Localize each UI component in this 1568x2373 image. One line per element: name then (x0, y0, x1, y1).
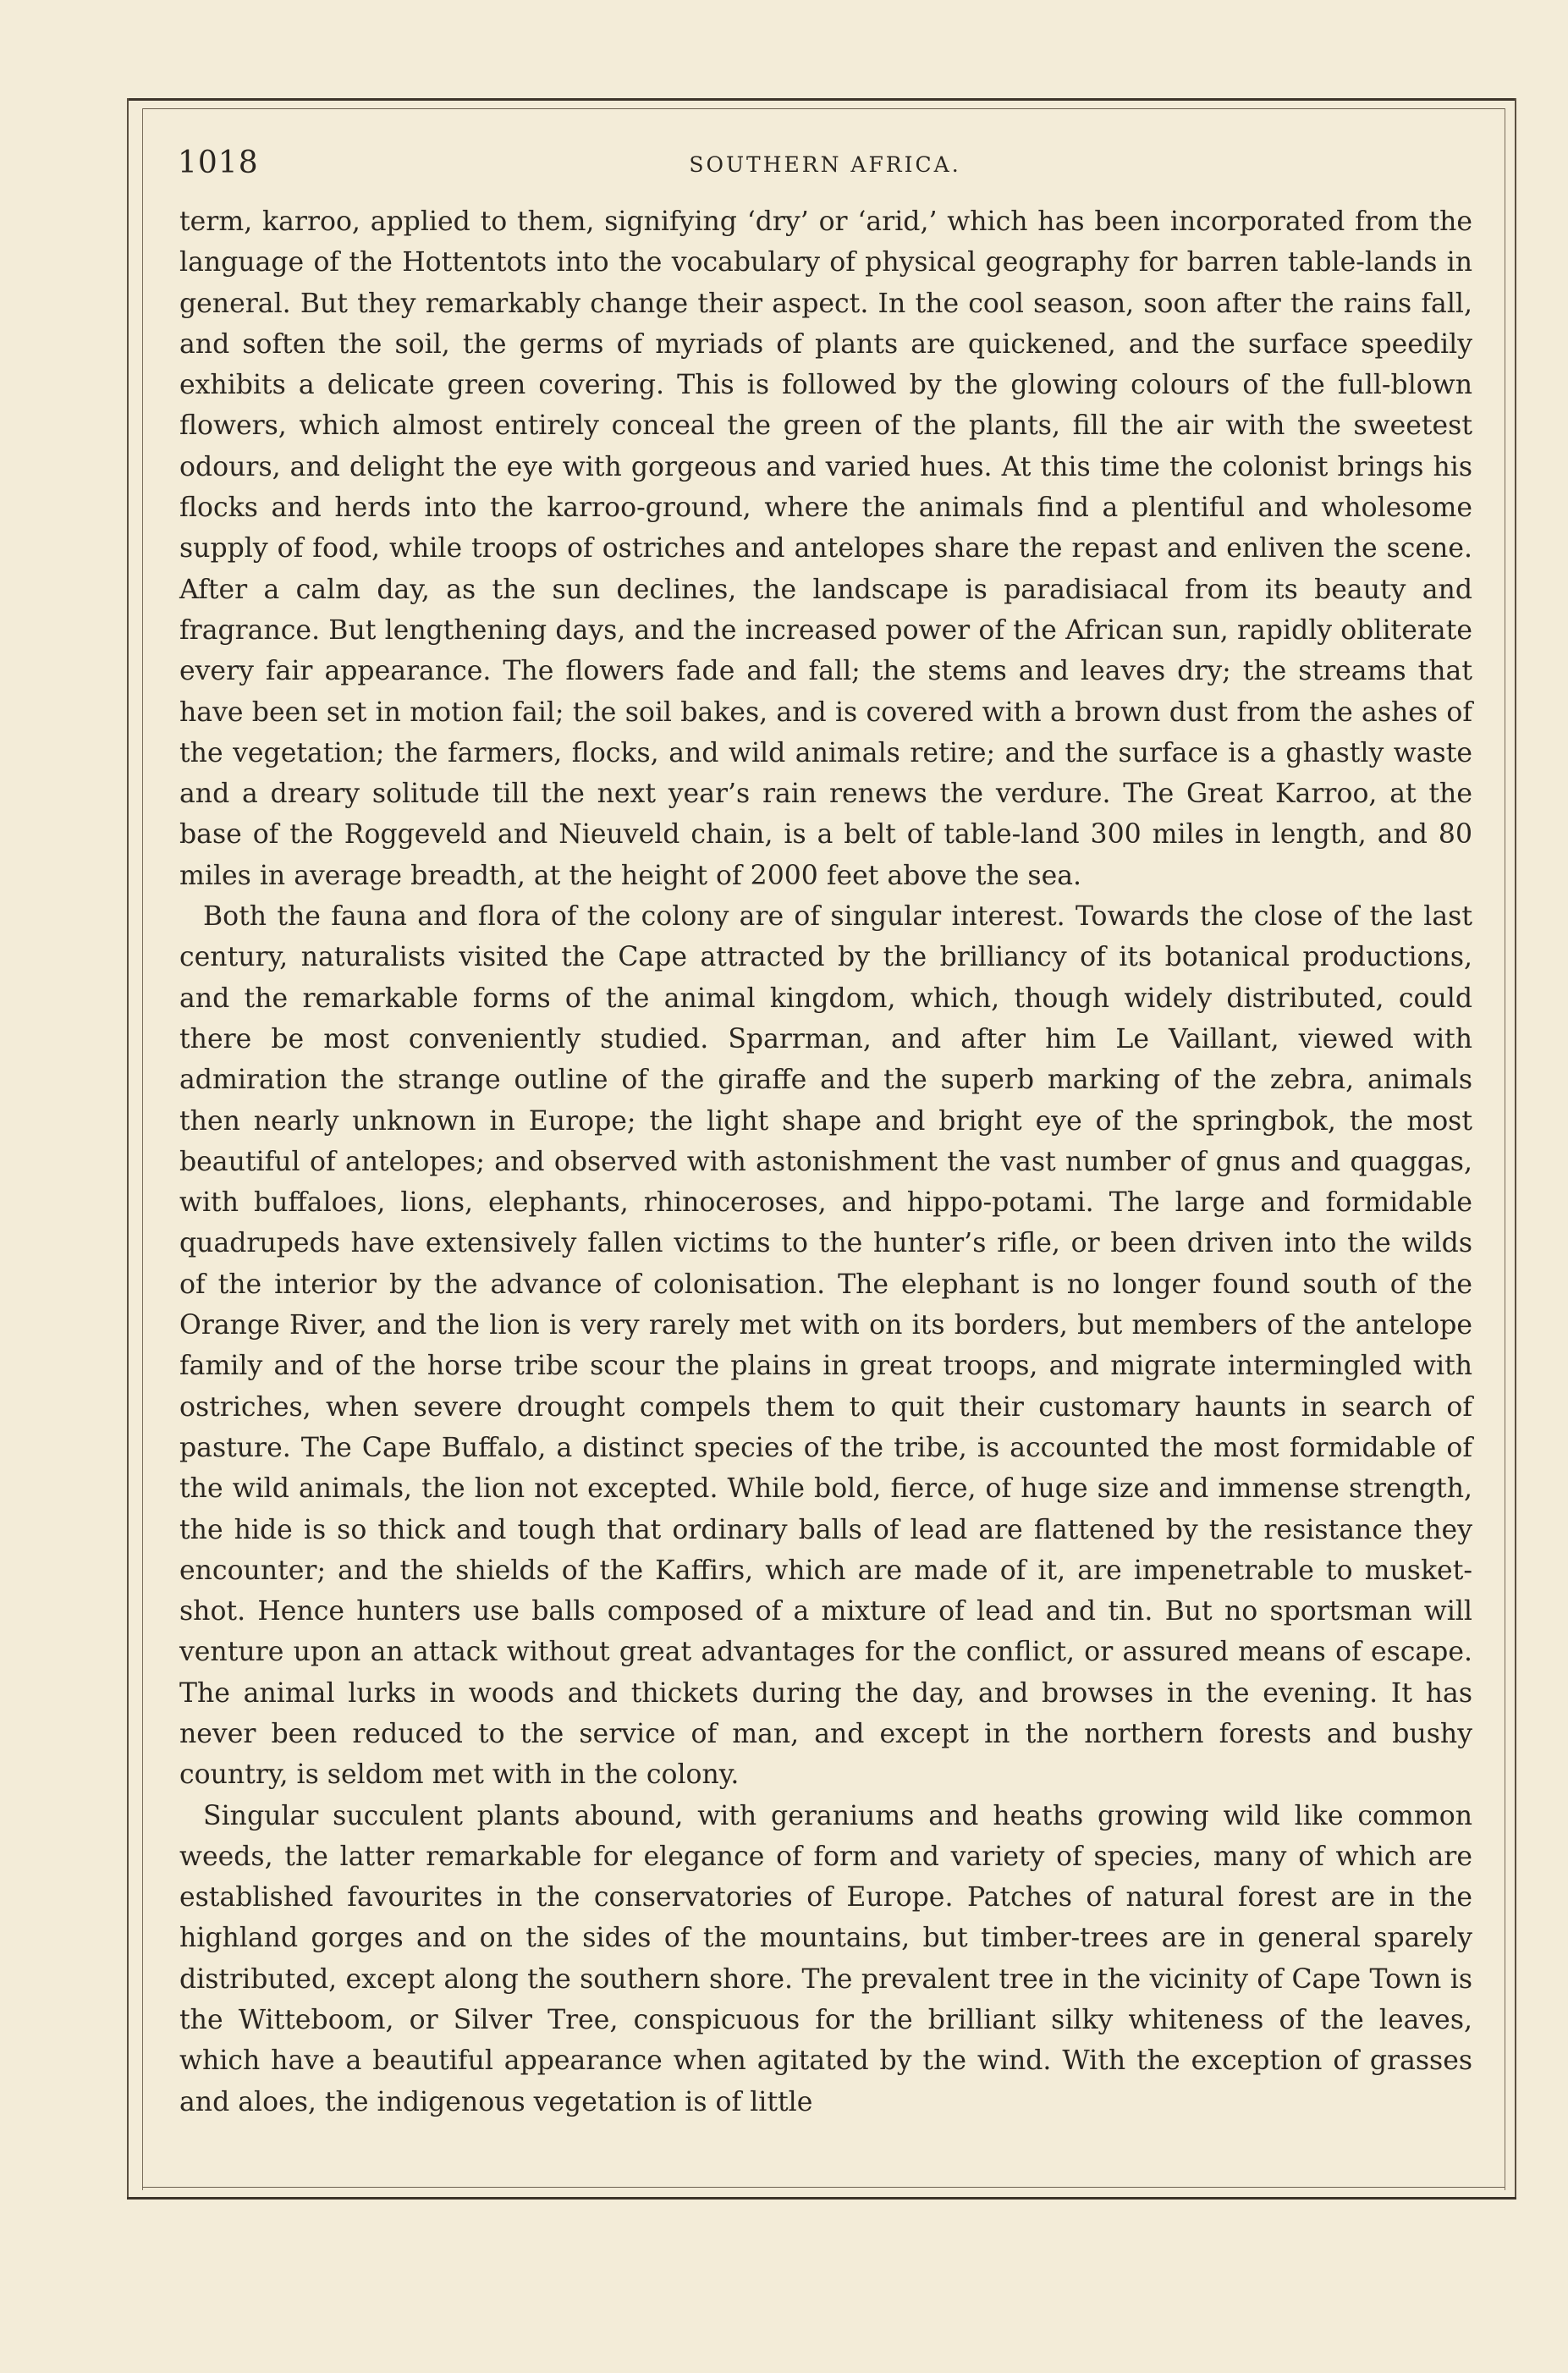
body-text (179, 201, 1472, 2122)
running-head: SOUTHERN AFRICA. (689, 152, 961, 177)
paragraph-fauna: Both the fauna and flora of the colony are of singular interest. Towards the close of the last century, naturalists visited the Cape attracted by the brilliancy of its botanical productions, and the remarkable forms of the animal kingdom, which, though widely distributed, could there be most conveniently studied. Sparrman, and after him Le Vaillant, viewed with admiration the strange outline of the giraffe and the superb marking of the zebra, animals then nearly unknown in Europe; the light shape and bright eye of the springbok, the most beautiful of antelopes; and observed with astonishment the vast number of gnus and quaggas, with buffaloes, lions, elephants, rhinoceroses, and hippo-potami. The large and formidable quadrupeds have extensively fallen victims to the hunter’s rifle, or been driven into the wilds of the interior by the advance of colonisation. The elephant is no longer found south of the Orange River, and the lion is very rarely met with on its borders, but members of the antelope family and of the horse tribe scour the plains in great troops, and migrate intermingled with ostriches, when severe drought compels them to quit their customary haunts in search of pasture. The Cape Buffalo, a distinct species of the tribe, is accounted the most formidable of the wild animals, the lion not excepted. While bold, fierce, of huge size and immense strength, the hide is so thick and tough that ordinary balls of lead are flattened by the resistance they encounter; and the shields of the Kaffirs, which are made of it, are impenetrable to musket-shot. Hence hunters use balls composed of a mixture of lead and tin. But no sportsman will venture upon an attack without great advantages for the conflict, or assured means of escape. The animal lurks in woods and thickets during the day, and browses in the evening. It has never been reduced to the service of man, and except in the northern forests and bushy country, is seldom met with in the colony. (179, 901, 1472, 1791)
frame-bottom-outer-rule (127, 2197, 1516, 2200)
frame-left-inner-rule (142, 108, 143, 2190)
paragraph-karroo: term, karroo, applied to them, signifying ‘dry’ or ‘arid,’ which has been incorporated from the language of the Hottentots into the vocabulary of physical geography for barren table-lands in general. But they remarkably change their aspect. In the cool season, soon after the rains fall, and soften the soil, the germs of myriads of plants are quickened, and the surface speedily exhibits a delicate green covering. This is followed by the glowing colours of the full-blown flowers, which almost entirely conceal the green of the plants, fill the air with the sweetest odours, and delight the eye with gorgeous and varied hues. At this time the colonist brings his flocks and herds into the karroo-ground, where the animals find a plentiful and wholesome supply of food, while troops of ostriches and antelopes share the repast and enliven the scene. After a calm day, as the sun declines, the landscape is paradisiacal from its beauty and fragrance. But lengthening days, and the increased power of the African sun, rapidly obliterate every fair appearance. The flowers fade and fall; the stems and leaves dry; the streams that have been set in motion fail; the soil bakes, and is covered with a brown dust from the ashes of the vegetation; the farmers, flocks, and wild animals retire; and the surface is a ghastly waste and a dreary solitude till the next year’s rain renews the verdure. The Great Karroo, at the base of the Roggeveld and Nieuveld chain, is a belt of table-land 300 miles in length, and 80 miles in average breadth, at the height of 2000 feet above the sea. (179, 206, 1472, 891)
frame-left-outer-rule (127, 98, 129, 2197)
frame-top-outer-rule (127, 98, 1515, 101)
frame-bottom-inner-rule (142, 2187, 1505, 2188)
frame-top-inner-rule (142, 108, 1505, 109)
frame-right-outer-rule (1515, 98, 1516, 2197)
page-number: 1018 (178, 146, 259, 180)
page-header (178, 146, 1472, 188)
paragraph-flora: Singular succulent plants abound, with geraniums and heaths growing wild like common weeds, the latter remarkable for elegance of form and variety of species, many of which are established favourites in the conservatories of Europe. Patches of natural forest are in the highland gorges and on the sides of the mountains, but timber-trees are in general sparely distributed, except along the southern shore. The prevalent tree in the vicinity of Cape Town is the Witteboom, or Silver Tree, conspicuous for the brilliant silky whiteness of the leaves, which have a beautiful appearance when agitated by the wind. With the exception of grasses and aloes, the indigenous vegetation is of little (179, 1800, 1472, 2117)
